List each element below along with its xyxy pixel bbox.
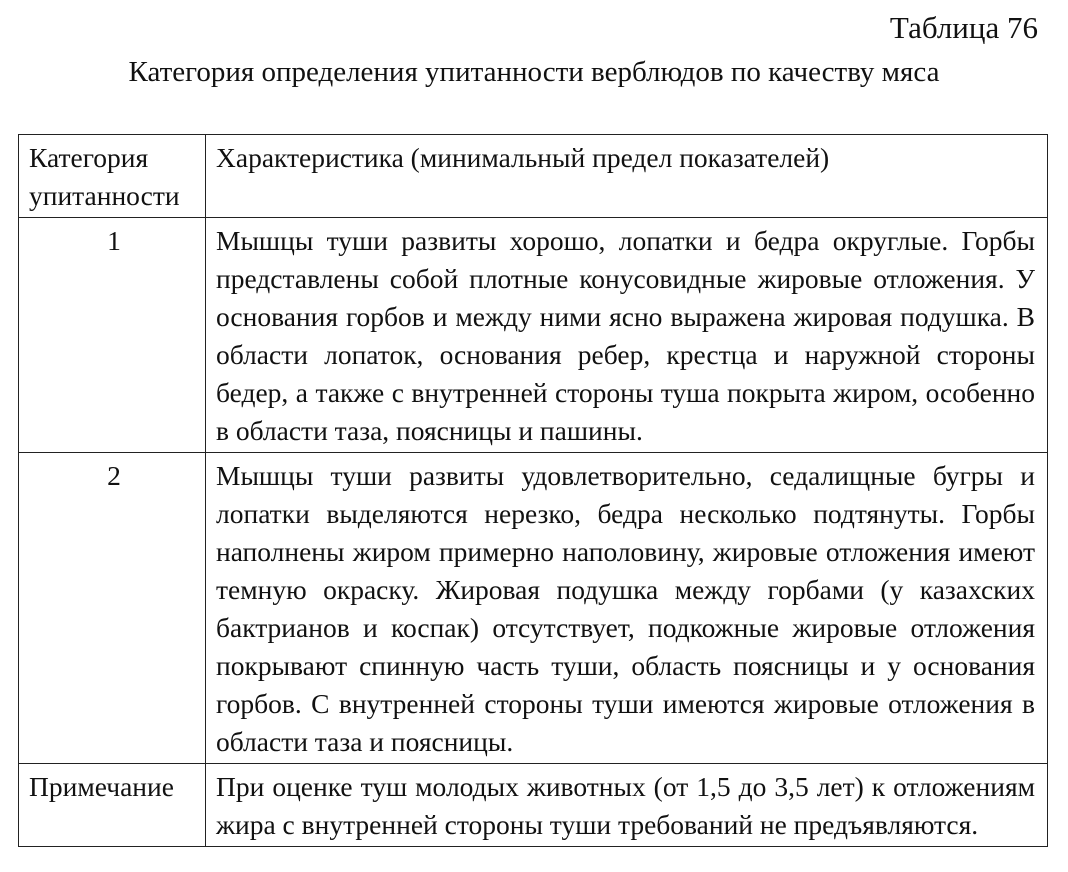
description-cell: Мышцы туши развиты удовлетворительно, седалищные бугры и лопатки выделяются нерезко, бедра несколько подтянуты. Горбы наполнены жиром примерно наполовину, жировые отложения имеют темную окраску. Жировая подушка между горбами (у казахских бактрианов и коспак) отсутствует, подкожные жировые отложения покрывают спинную часть туши, область поясницы и у основания горбов. С внутренней стороны туши имеются жировые отложения в области таза и поясницы.	[206, 453, 1048, 764]
note-description-cell: При оценке туш молодых животных (от 1,5 до 3,5 лет) к отложениям жира с внутренней стороны туши требований не предъявляются.	[206, 764, 1048, 847]
fatness-category-table	[18, 134, 1048, 847]
table-row-note	[19, 764, 1048, 847]
table-row	[19, 453, 1048, 764]
table-number: Таблица 76	[889, 10, 1038, 45]
note-label-cell: Примечание	[19, 764, 206, 847]
description-cell: Мышцы туши развиты хорошо, лопатки и бедра округлые. Горбы представлены собой плотные конусовидные жировые отложения. У основания горбов и между ними ясно выражена жировая подушка. В области лопаток, основания ребер, крестца и наружной стороны бедер, а также с внутренней стороны туша покрыта жиром, особенно в области таза, поясницы и пашины.	[206, 218, 1048, 453]
column-header-category: Категория упитанности	[19, 135, 206, 218]
table-row	[19, 218, 1048, 453]
column-header-characteristic: Характеристика (минимальный предел показателей)	[206, 135, 1048, 218]
category-cell: 2	[19, 453, 206, 764]
table-title: Категория определения упитанности верблюдов по качеству мяса	[128, 56, 940, 88]
table-header-row	[19, 135, 1048, 218]
category-cell: 1	[19, 218, 206, 453]
